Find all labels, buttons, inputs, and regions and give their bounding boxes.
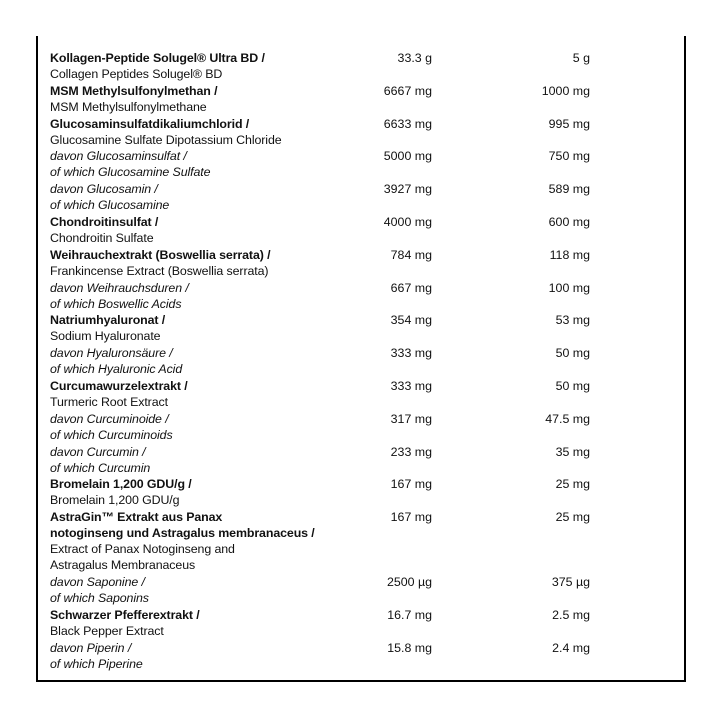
amount-per-100g: 3927 mg [383,182,432,197]
ingredient-label: notoginseng und Astragalus membranaceus / [50,526,315,541]
amount-per-serving: 100 mg [548,280,590,295]
amount-per-100g: 354 mg [390,313,432,328]
ingredient-label: Curcumawurzelextrakt / [50,379,188,393]
ingredient-label: Bromelain 1,200 GDU/g / [50,477,192,492]
amount-per-100g: 333 mg [390,346,432,361]
amount-per-100g: 2500 µg [386,575,432,590]
amount-per-serving: 589 mg [548,182,590,197]
ingredient-label: davon Curcuminoide / [50,411,169,426]
amount-per-serving: 750 mg [548,149,590,164]
amount-per-serving: 995 mg [548,116,590,131]
amount-per-serving: 25 mg [555,477,590,492]
amount-per-100g: 333 mg [390,379,432,393]
amount-per-serving: 2.4 mg [552,640,590,655]
table-row [38,345,684,377]
amount-per-100g: 167 mg [390,510,432,525]
ingredient-label: Black Pepper Extract [50,624,164,639]
nutrition-table [36,36,686,682]
table-row [38,444,684,476]
ingredient-label: Bromelain 1,200 GDU/g [50,493,180,508]
ingredient-label: davon Hyaluronsäure / [50,346,173,361]
ingredient-label: Astragalus Membranaceus [50,558,196,573]
table-row [38,214,684,246]
amount-per-serving: 35 mg [555,444,590,459]
amount-per-100g: 6667 mg [383,83,432,98]
table-row [38,83,684,115]
amount-per-100g: 317 mg [390,411,432,426]
amount-per-100g: 667 mg [390,280,432,295]
table-row [38,607,684,639]
ingredient-label: Sodium Hyaluronate [50,329,161,344]
ingredient-label: davon Weihrauchsduren / [50,280,189,295]
amount-per-serving: 50 mg [555,379,590,393]
amount-per-serving: 375 µg [551,575,590,590]
table-row [38,148,684,180]
table-row [38,312,684,344]
amount-per-100g: 33.3 g [397,51,432,65]
ingredient-label: davon Saponine / [50,575,145,590]
ingredient-label: Collagen Peptides Solugel® BD [50,67,223,82]
ingredient-label: Extract of Panax Notoginseng and [50,542,235,557]
ingredient-label: of which Boswellic Acids [50,296,182,311]
amount-per-serving: 118 mg [549,247,590,262]
table-row [38,50,684,82]
ingredient-label: Glucosamine Sulfate Dipotassium Chloride [50,132,282,147]
ingredient-label: Turmeric Root Extract [50,395,168,410]
table-row [38,509,684,573]
ingredient-label: davon Glucosamin / [50,182,158,197]
ingredient-label: of which Glucosamine Sulfate [50,165,211,180]
amount-per-serving: 50 mg [555,346,590,361]
ingredient-label: of which Curcumin [50,460,151,475]
amount-per-100g: 15.8 mg [387,640,432,655]
amount-per-serving: 600 mg [548,215,590,229]
table-row [38,181,684,213]
ingredient-label: Chondroitinsulfat / [50,215,159,229]
ingredient-label: davon Piperin / [50,640,132,655]
amount-per-100g: 16.7 mg [387,608,432,622]
table-row [38,378,684,410]
ingredient-label: MSM Methylsulfonylmethane [50,99,207,114]
amount-per-serving: 25 mg [555,510,590,525]
amount-per-serving: 53 mg [555,313,590,328]
amount-per-100g: 784 mg [390,247,432,262]
amount-per-100g: 6633 mg [383,116,432,131]
amount-per-100g: 233 mg [390,444,432,459]
ingredient-label: Natriumhyaluronat / [50,313,166,328]
ingredient-label: Kollagen-Peptide Solugel® Ultra BD / [50,51,265,65]
ingredient-label: of which Glucosamine [50,198,170,213]
amount-per-100g: 4000 mg [383,215,432,229]
amount-per-100g: 167 mg [390,477,432,492]
table-row [38,411,684,443]
ingredient-label: Chondroitin Sulfate [50,231,154,246]
amount-per-serving: 2.5 mg [552,608,590,622]
ingredient-label: Glucosaminsulfatdikaliumchlorid / [50,116,250,131]
ingredient-label: AstraGin™ Extrakt aus Panax [50,510,223,525]
table-row [38,247,684,279]
amount-per-serving: 47.5 mg [545,411,590,426]
ingredient-label: of which Saponins [50,591,149,606]
ingredient-label: of which Piperine [50,656,143,671]
table-row [38,280,684,312]
table-row [38,476,684,508]
ingredient-label: of which Curcuminoids [50,427,173,442]
amount-per-serving: 5 g [572,51,590,65]
ingredient-label: MSM Methylsulfonylmethan / [50,83,218,98]
table-row [38,640,684,672]
ingredient-label: of which Hyaluronic Acid [50,362,183,377]
ingredient-label: davon Glucosaminsulfat / [50,149,187,164]
ingredient-label: davon Curcumin / [50,444,146,459]
amount-per-serving: 1000 mg [541,83,590,98]
amount-per-100g: 5000 mg [383,149,432,164]
ingredient-label: Weihrauchextrakt (Boswellia serrata) / [50,247,271,262]
table-row [38,116,684,148]
ingredient-label: Schwarzer Pfefferextrakt / [50,608,200,622]
ingredient-label: Frankincense Extract (Boswellia serrata) [50,263,269,278]
table-row [38,574,684,606]
